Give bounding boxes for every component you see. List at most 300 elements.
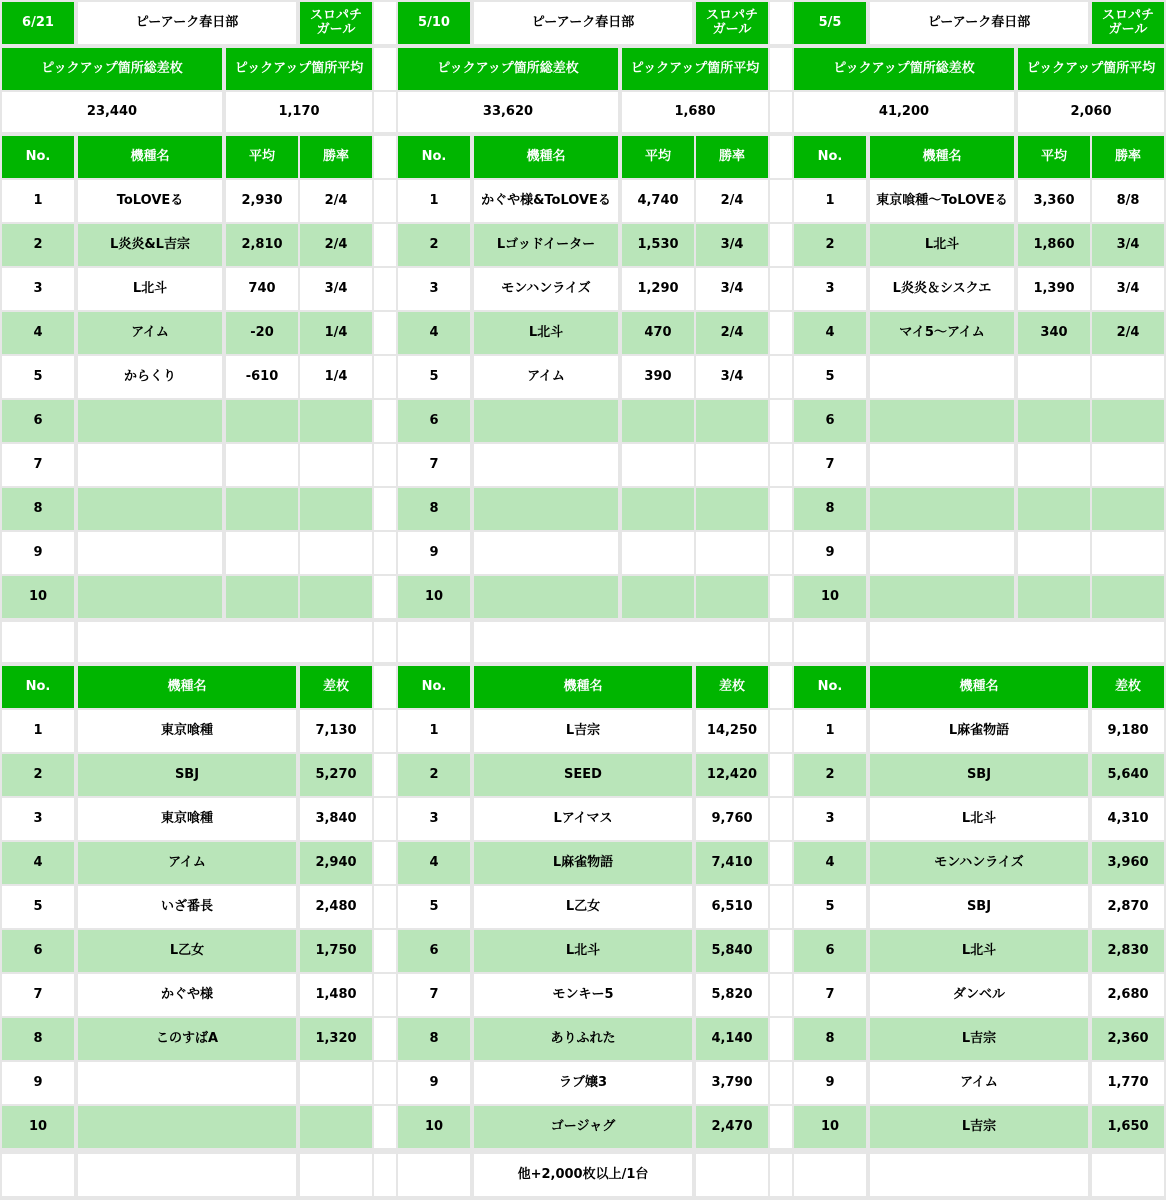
pickup-cell-no: 8 xyxy=(398,488,470,530)
pickup-cell-avg: 1,390 xyxy=(1018,268,1090,310)
pickup-cell-machine xyxy=(474,444,618,486)
ranking-cell-diff: 2,360 xyxy=(1092,1018,1164,1060)
pickup-cell-winrate xyxy=(696,532,768,574)
pickup-cell-avg: 340 xyxy=(1018,312,1090,354)
ranking-cell-machine: アイム xyxy=(78,842,296,884)
gap-cell xyxy=(374,268,396,310)
pickup-cell-no: 4 xyxy=(398,312,470,354)
gap-cell xyxy=(374,710,396,752)
ranking-cell-no: 7 xyxy=(398,974,470,1016)
pickup-cell-avg xyxy=(226,444,298,486)
spacer-cell xyxy=(398,622,470,662)
pickup-cell-machine xyxy=(474,532,618,574)
summary-total-label: ピックアップ箇所総差枚 xyxy=(2,48,222,90)
gap-cell xyxy=(374,224,396,266)
pickup-cell-avg: 1,530 xyxy=(622,224,694,266)
pickup-cell-avg xyxy=(226,488,298,530)
ranking-cell-machine: L北斗 xyxy=(870,930,1088,972)
pickup-cell-no: 9 xyxy=(794,532,866,574)
summary-total-label: ピックアップ箇所総差枚 xyxy=(794,48,1014,90)
gap-cell xyxy=(770,842,792,884)
pickup-cell-no: 8 xyxy=(2,488,74,530)
ranking-cell-diff: 5,840 xyxy=(696,930,768,972)
pickup-cell-no: 6 xyxy=(398,400,470,442)
pickup-cell-winrate: 2/4 xyxy=(300,180,372,222)
pickup-cell-winrate: 8/8 xyxy=(1092,180,1164,222)
gap-cell xyxy=(374,180,396,222)
pickup-cell-machine xyxy=(870,400,1014,442)
pickup-cell-no: 7 xyxy=(2,444,74,486)
pickup-cell-winrate: 3/4 xyxy=(300,268,372,310)
pickup-cell-machine xyxy=(870,532,1014,574)
gap-cell xyxy=(374,1018,396,1060)
pickup-cell-no: 9 xyxy=(2,532,74,574)
source-tag: スロパチ ガール xyxy=(300,2,372,44)
ranking-cell-diff: 1,750 xyxy=(300,930,372,972)
store-name: ピーアーク春日部 xyxy=(870,2,1088,44)
gap-cell xyxy=(770,224,792,266)
pickup-cell-winrate xyxy=(1092,576,1164,618)
pickup-cell-avg: 2,810 xyxy=(226,224,298,266)
gap-cell xyxy=(374,92,396,132)
gap-cell xyxy=(770,1154,792,1196)
pickup-cell-machine: Lゴッドイーター xyxy=(474,224,618,266)
spacer-cell xyxy=(78,622,372,662)
pickup-cell-no: 6 xyxy=(2,400,74,442)
gap-cell xyxy=(374,48,396,90)
ranking-cell-machine: L吉宗 xyxy=(870,1106,1088,1148)
ranking-header-diff: 差枚 xyxy=(696,666,768,708)
ranking-cell-no: 9 xyxy=(2,1062,74,1104)
ranking-cell-diff: 2,870 xyxy=(1092,886,1164,928)
pickup-cell-winrate xyxy=(300,532,372,574)
ranking-cell-no: 4 xyxy=(398,842,470,884)
ranking-cell-diff: 3,960 xyxy=(1092,842,1164,884)
pickup-cell-winrate xyxy=(1092,444,1164,486)
gap-cell xyxy=(770,180,792,222)
ranking-header-diff: 差枚 xyxy=(1092,666,1164,708)
gap-cell xyxy=(770,532,792,574)
ranking-cell-no: 8 xyxy=(2,1018,74,1060)
pickup-cell-avg: 1,860 xyxy=(1018,224,1090,266)
gap-cell xyxy=(374,930,396,972)
pickup-cell-machine xyxy=(474,488,618,530)
pickup-cell-machine xyxy=(78,444,222,486)
ranking-cell-no: 6 xyxy=(398,930,470,972)
ranking-cell-diff: 3,840 xyxy=(300,798,372,840)
pickup-cell-avg: 390 xyxy=(622,356,694,398)
ranking-cell-no: 10 xyxy=(398,1106,470,1148)
ranking-cell-machine: ありふれた xyxy=(474,1018,692,1060)
pickup-cell-no: 3 xyxy=(2,268,74,310)
pickup-cell-machine: かぐや様&ToLOVEる xyxy=(474,180,618,222)
gap-cell xyxy=(374,444,396,486)
gap-cell xyxy=(374,1154,396,1196)
ranking-cell-machine: L乙女 xyxy=(474,886,692,928)
date-label: 6/21 xyxy=(2,2,74,44)
ranking-header-no: No. xyxy=(398,666,470,708)
pickup-cell-no: 4 xyxy=(2,312,74,354)
gap-cell xyxy=(770,444,792,486)
gap-cell xyxy=(770,886,792,928)
gap-cell xyxy=(770,488,792,530)
ranking-cell-machine: ラブ嬢3 xyxy=(474,1062,692,1104)
gap-cell xyxy=(770,1018,792,1060)
pickup-cell-winrate: 3/4 xyxy=(1092,224,1164,266)
gap-cell xyxy=(374,974,396,1016)
ranking-cell-no: 1 xyxy=(2,710,74,752)
gap-cell xyxy=(770,798,792,840)
pickup-cell-no: 3 xyxy=(398,268,470,310)
ranking-cell-diff: 7,410 xyxy=(696,842,768,884)
pickup-cell-machine xyxy=(870,576,1014,618)
source-tag: スロパチ ガール xyxy=(696,2,768,44)
pickup-cell-no: 5 xyxy=(398,356,470,398)
footer-spacer xyxy=(398,1154,470,1196)
pickup-header-avg: 平均 xyxy=(1018,136,1090,178)
ranking-cell-no: 4 xyxy=(794,842,866,884)
gap-cell xyxy=(374,754,396,796)
footer-spacer xyxy=(300,1154,372,1196)
pickup-cell-no: 2 xyxy=(2,224,74,266)
pickup-cell-winrate xyxy=(1092,356,1164,398)
gap-cell xyxy=(374,136,396,178)
summary-avg-value: 1,680 xyxy=(622,92,768,132)
ranking-header-machine: 機種名 xyxy=(78,666,296,708)
ranking-cell-no: 8 xyxy=(398,1018,470,1060)
pickup-cell-avg xyxy=(226,576,298,618)
pickup-cell-avg: 740 xyxy=(226,268,298,310)
pickup-cell-no: 5 xyxy=(794,356,866,398)
ranking-cell-machine: Lアイマス xyxy=(474,798,692,840)
ranking-cell-no: 9 xyxy=(794,1062,866,1104)
pickup-cell-no: 1 xyxy=(398,180,470,222)
pickup-cell-winrate: 1/4 xyxy=(300,356,372,398)
gap-cell xyxy=(770,92,792,132)
pickup-cell-winrate: 3/4 xyxy=(696,268,768,310)
pickup-cell-machine: ToLOVEる xyxy=(78,180,222,222)
ranking-cell-machine xyxy=(78,1062,296,1104)
pickup-cell-no: 2 xyxy=(794,224,866,266)
ranking-cell-machine: L吉宗 xyxy=(474,710,692,752)
pickup-cell-machine xyxy=(870,356,1014,398)
pickup-cell-no: 5 xyxy=(2,356,74,398)
pickup-header-no: No. xyxy=(398,136,470,178)
ranking-cell-machine: ダンベル xyxy=(870,974,1088,1016)
pickup-cell-no: 3 xyxy=(794,268,866,310)
source-tag: スロパチ ガール xyxy=(1092,2,1164,44)
ranking-cell-no: 5 xyxy=(2,886,74,928)
pickup-cell-winrate xyxy=(696,444,768,486)
pickup-cell-machine xyxy=(78,576,222,618)
ranking-cell-diff: 6,510 xyxy=(696,886,768,928)
pickup-cell-machine xyxy=(78,532,222,574)
ranking-cell-diff: 3,790 xyxy=(696,1062,768,1104)
pickup-cell-no: 1 xyxy=(2,180,74,222)
footer-note xyxy=(870,1154,1088,1196)
gap-cell xyxy=(770,1062,792,1104)
pickup-cell-machine: マイ5～アイム xyxy=(870,312,1014,354)
pickup-header-no: No. xyxy=(2,136,74,178)
pickup-cell-machine: 東京喰種～ToLOVEる xyxy=(870,180,1014,222)
pickup-cell-avg: -20 xyxy=(226,312,298,354)
ranking-cell-machine: L北斗 xyxy=(870,798,1088,840)
pickup-cell-winrate: 2/4 xyxy=(696,180,768,222)
pickup-cell-no: 6 xyxy=(794,400,866,442)
pickup-cell-avg: -610 xyxy=(226,356,298,398)
gap-cell xyxy=(770,710,792,752)
pickup-cell-avg xyxy=(1018,400,1090,442)
gap-cell xyxy=(374,666,396,708)
pickup-cell-winrate xyxy=(300,488,372,530)
ranking-cell-diff: 2,680 xyxy=(1092,974,1164,1016)
footer-spacer xyxy=(794,1154,866,1196)
ranking-cell-machine: SBJ xyxy=(78,754,296,796)
pickup-header-machine: 機種名 xyxy=(870,136,1014,178)
pickup-cell-avg xyxy=(622,532,694,574)
pickup-cell-machine: L北斗 xyxy=(870,224,1014,266)
ranking-cell-no: 10 xyxy=(794,1106,866,1148)
ranking-cell-machine: L麻雀物語 xyxy=(474,842,692,884)
pickup-header-winrate: 勝率 xyxy=(696,136,768,178)
pickup-cell-avg xyxy=(1018,488,1090,530)
ranking-cell-no: 10 xyxy=(2,1106,74,1148)
ranking-cell-machine: アイム xyxy=(870,1062,1088,1104)
ranking-cell-machine: SBJ xyxy=(870,754,1088,796)
ranking-header-no: No. xyxy=(794,666,866,708)
ranking-cell-no: 6 xyxy=(2,930,74,972)
ranking-header-machine: 機種名 xyxy=(870,666,1088,708)
pickup-cell-avg: 2,930 xyxy=(226,180,298,222)
pickup-cell-machine xyxy=(474,400,618,442)
pickup-cell-machine xyxy=(870,488,1014,530)
ranking-cell-diff: 5,270 xyxy=(300,754,372,796)
ranking-cell-diff: 1,320 xyxy=(300,1018,372,1060)
footer-spacer xyxy=(1092,1154,1164,1196)
pickup-cell-avg xyxy=(622,576,694,618)
pickup-cell-avg: 3,360 xyxy=(1018,180,1090,222)
ranking-cell-no: 2 xyxy=(398,754,470,796)
ranking-cell-no: 1 xyxy=(794,710,866,752)
pickup-cell-winrate xyxy=(1092,532,1164,574)
gap-cell xyxy=(770,48,792,90)
ranking-cell-machine: L北斗 xyxy=(474,930,692,972)
pickup-cell-winrate xyxy=(300,400,372,442)
pickup-cell-winrate xyxy=(696,400,768,442)
pickup-cell-avg: 1,290 xyxy=(622,268,694,310)
gap-cell xyxy=(770,268,792,310)
ranking-cell-no: 2 xyxy=(2,754,74,796)
pickup-cell-winrate: 1/4 xyxy=(300,312,372,354)
gap-cell xyxy=(770,2,792,44)
ranking-cell-diff: 7,130 xyxy=(300,710,372,752)
ranking-cell-no: 6 xyxy=(794,930,866,972)
ranking-cell-machine xyxy=(78,1106,296,1148)
pickup-cell-machine: アイム xyxy=(474,356,618,398)
ranking-cell-machine: モンキー5 xyxy=(474,974,692,1016)
ranking-cell-machine: いざ番長 xyxy=(78,886,296,928)
pickup-cell-winrate: 2/4 xyxy=(696,312,768,354)
pickup-header-machine: 機種名 xyxy=(78,136,222,178)
gap-cell xyxy=(374,1062,396,1104)
pickup-cell-avg xyxy=(1018,576,1090,618)
gap-cell xyxy=(374,488,396,530)
pickup-cell-machine xyxy=(474,576,618,618)
pickup-cell-winrate xyxy=(696,576,768,618)
ranking-cell-diff xyxy=(300,1106,372,1148)
gap-cell xyxy=(374,356,396,398)
pickup-cell-avg: 470 xyxy=(622,312,694,354)
store-name: ピーアーク春日部 xyxy=(78,2,296,44)
ranking-cell-diff: 2,940 xyxy=(300,842,372,884)
gap-cell xyxy=(374,886,396,928)
pickup-cell-avg xyxy=(226,532,298,574)
ranking-cell-diff: 2,830 xyxy=(1092,930,1164,972)
pickup-cell-winrate: 3/4 xyxy=(696,224,768,266)
gap-cell xyxy=(770,400,792,442)
gap-cell xyxy=(374,842,396,884)
footer-spacer xyxy=(696,1154,768,1196)
pickup-cell-no: 7 xyxy=(794,444,866,486)
pickup-cell-no: 10 xyxy=(794,576,866,618)
ranking-cell-diff: 1,480 xyxy=(300,974,372,1016)
ranking-cell-no: 8 xyxy=(794,1018,866,1060)
ranking-cell-no: 5 xyxy=(794,886,866,928)
pickup-cell-no: 8 xyxy=(794,488,866,530)
pickup-cell-machine: モンハンライズ xyxy=(474,268,618,310)
footer-spacer xyxy=(2,1154,74,1196)
pickup-cell-winrate xyxy=(1092,488,1164,530)
ranking-cell-machine: L吉宗 xyxy=(870,1018,1088,1060)
spacer-cell xyxy=(2,622,74,662)
ranking-cell-diff xyxy=(300,1062,372,1104)
ranking-cell-no: 3 xyxy=(794,798,866,840)
ranking-cell-diff: 14,250 xyxy=(696,710,768,752)
pickup-cell-winrate: 2/4 xyxy=(300,224,372,266)
pickup-cell-no: 2 xyxy=(398,224,470,266)
ranking-cell-machine: このすばA xyxy=(78,1018,296,1060)
pickup-cell-avg xyxy=(622,488,694,530)
ranking-cell-diff: 5,820 xyxy=(696,974,768,1016)
ranking-cell-diff: 4,310 xyxy=(1092,798,1164,840)
ranking-cell-no: 4 xyxy=(2,842,74,884)
ranking-cell-machine: SEED xyxy=(474,754,692,796)
gap-cell xyxy=(770,356,792,398)
gap-cell xyxy=(374,312,396,354)
ranking-cell-diff: 1,650 xyxy=(1092,1106,1164,1148)
pickup-cell-avg: 4,740 xyxy=(622,180,694,222)
store-name: ピーアーク春日部 xyxy=(474,2,692,44)
summary-total-label: ピックアップ箇所総差枚 xyxy=(398,48,618,90)
gap-cell xyxy=(374,576,396,618)
gap-cell xyxy=(374,2,396,44)
ranking-cell-no: 2 xyxy=(794,754,866,796)
date-label: 5/10 xyxy=(398,2,470,44)
pickup-cell-winrate: 3/4 xyxy=(1092,268,1164,310)
pickup-cell-machine: からくり xyxy=(78,356,222,398)
ranking-cell-machine: SBJ xyxy=(870,886,1088,928)
pickup-cell-avg xyxy=(622,400,694,442)
pickup-header-winrate: 勝率 xyxy=(300,136,372,178)
gap-cell xyxy=(374,798,396,840)
gap-cell xyxy=(374,532,396,574)
gap-cell xyxy=(770,754,792,796)
pickup-cell-machine: L北斗 xyxy=(78,268,222,310)
pickup-cell-winrate xyxy=(696,488,768,530)
ranking-cell-no: 5 xyxy=(398,886,470,928)
ranking-cell-diff: 5,640 xyxy=(1092,754,1164,796)
ranking-cell-no: 7 xyxy=(2,974,74,1016)
pickup-cell-winrate: 3/4 xyxy=(696,356,768,398)
ranking-header-machine: 機種名 xyxy=(474,666,692,708)
pickup-cell-machine xyxy=(78,400,222,442)
gap-cell xyxy=(770,622,792,662)
pickup-cell-machine: L炎炎＆シスクエ xyxy=(870,268,1014,310)
ranking-cell-no: 7 xyxy=(794,974,866,1016)
pickup-header-avg: 平均 xyxy=(622,136,694,178)
ranking-cell-machine: モンハンライズ xyxy=(870,842,1088,884)
ranking-cell-no: 1 xyxy=(398,710,470,752)
pickup-cell-avg xyxy=(1018,532,1090,574)
ranking-cell-diff: 9,180 xyxy=(1092,710,1164,752)
ranking-cell-machine: L乙女 xyxy=(78,930,296,972)
ranking-cell-diff: 2,480 xyxy=(300,886,372,928)
pickup-cell-no: 4 xyxy=(794,312,866,354)
footer-note: 他+2,000枚以上/1台 xyxy=(474,1154,692,1196)
ranking-header-diff: 差枚 xyxy=(300,666,372,708)
ranking-cell-diff: 9,760 xyxy=(696,798,768,840)
ranking-cell-diff: 1,770 xyxy=(1092,1062,1164,1104)
ranking-cell-no: 3 xyxy=(2,798,74,840)
ranking-cell-no: 3 xyxy=(398,798,470,840)
pickup-cell-avg xyxy=(622,444,694,486)
ranking-cell-diff: 12,420 xyxy=(696,754,768,796)
pickup-cell-no: 7 xyxy=(398,444,470,486)
pickup-cell-avg xyxy=(1018,444,1090,486)
summary-avg-label: ピックアップ箇所平均 xyxy=(622,48,768,90)
pickup-cell-machine: L北斗 xyxy=(474,312,618,354)
gap-cell xyxy=(770,666,792,708)
summary-total-value: 23,440 xyxy=(2,92,222,132)
pickup-cell-winrate xyxy=(1092,400,1164,442)
pickup-header-avg: 平均 xyxy=(226,136,298,178)
summary-avg-label: ピックアップ箇所平均 xyxy=(226,48,372,90)
pickup-cell-no: 9 xyxy=(398,532,470,574)
ranking-cell-machine: 東京喰種 xyxy=(78,710,296,752)
pickup-header-machine: 機種名 xyxy=(474,136,618,178)
summary-total-value: 33,620 xyxy=(398,92,618,132)
ranking-cell-machine: ゴージャグ xyxy=(474,1106,692,1148)
gap-cell xyxy=(770,136,792,178)
pickup-cell-winrate xyxy=(300,444,372,486)
pickup-cell-avg xyxy=(226,400,298,442)
pickup-cell-winrate: 2/4 xyxy=(1092,312,1164,354)
gap-cell xyxy=(770,1106,792,1148)
pickup-cell-machine xyxy=(870,444,1014,486)
gap-cell xyxy=(770,930,792,972)
summary-total-value: 41,200 xyxy=(794,92,1014,132)
ranking-cell-no: 9 xyxy=(398,1062,470,1104)
pickup-header-winrate: 勝率 xyxy=(1092,136,1164,178)
summary-avg-value: 1,170 xyxy=(226,92,372,132)
spacer-cell xyxy=(794,622,866,662)
pickup-cell-no: 10 xyxy=(398,576,470,618)
ranking-cell-machine: 東京喰種 xyxy=(78,798,296,840)
pickup-cell-machine: アイム xyxy=(78,312,222,354)
ranking-cell-diff: 4,140 xyxy=(696,1018,768,1060)
pickup-cell-winrate xyxy=(300,576,372,618)
pickup-cell-machine: L炎炎&L吉宗 xyxy=(78,224,222,266)
